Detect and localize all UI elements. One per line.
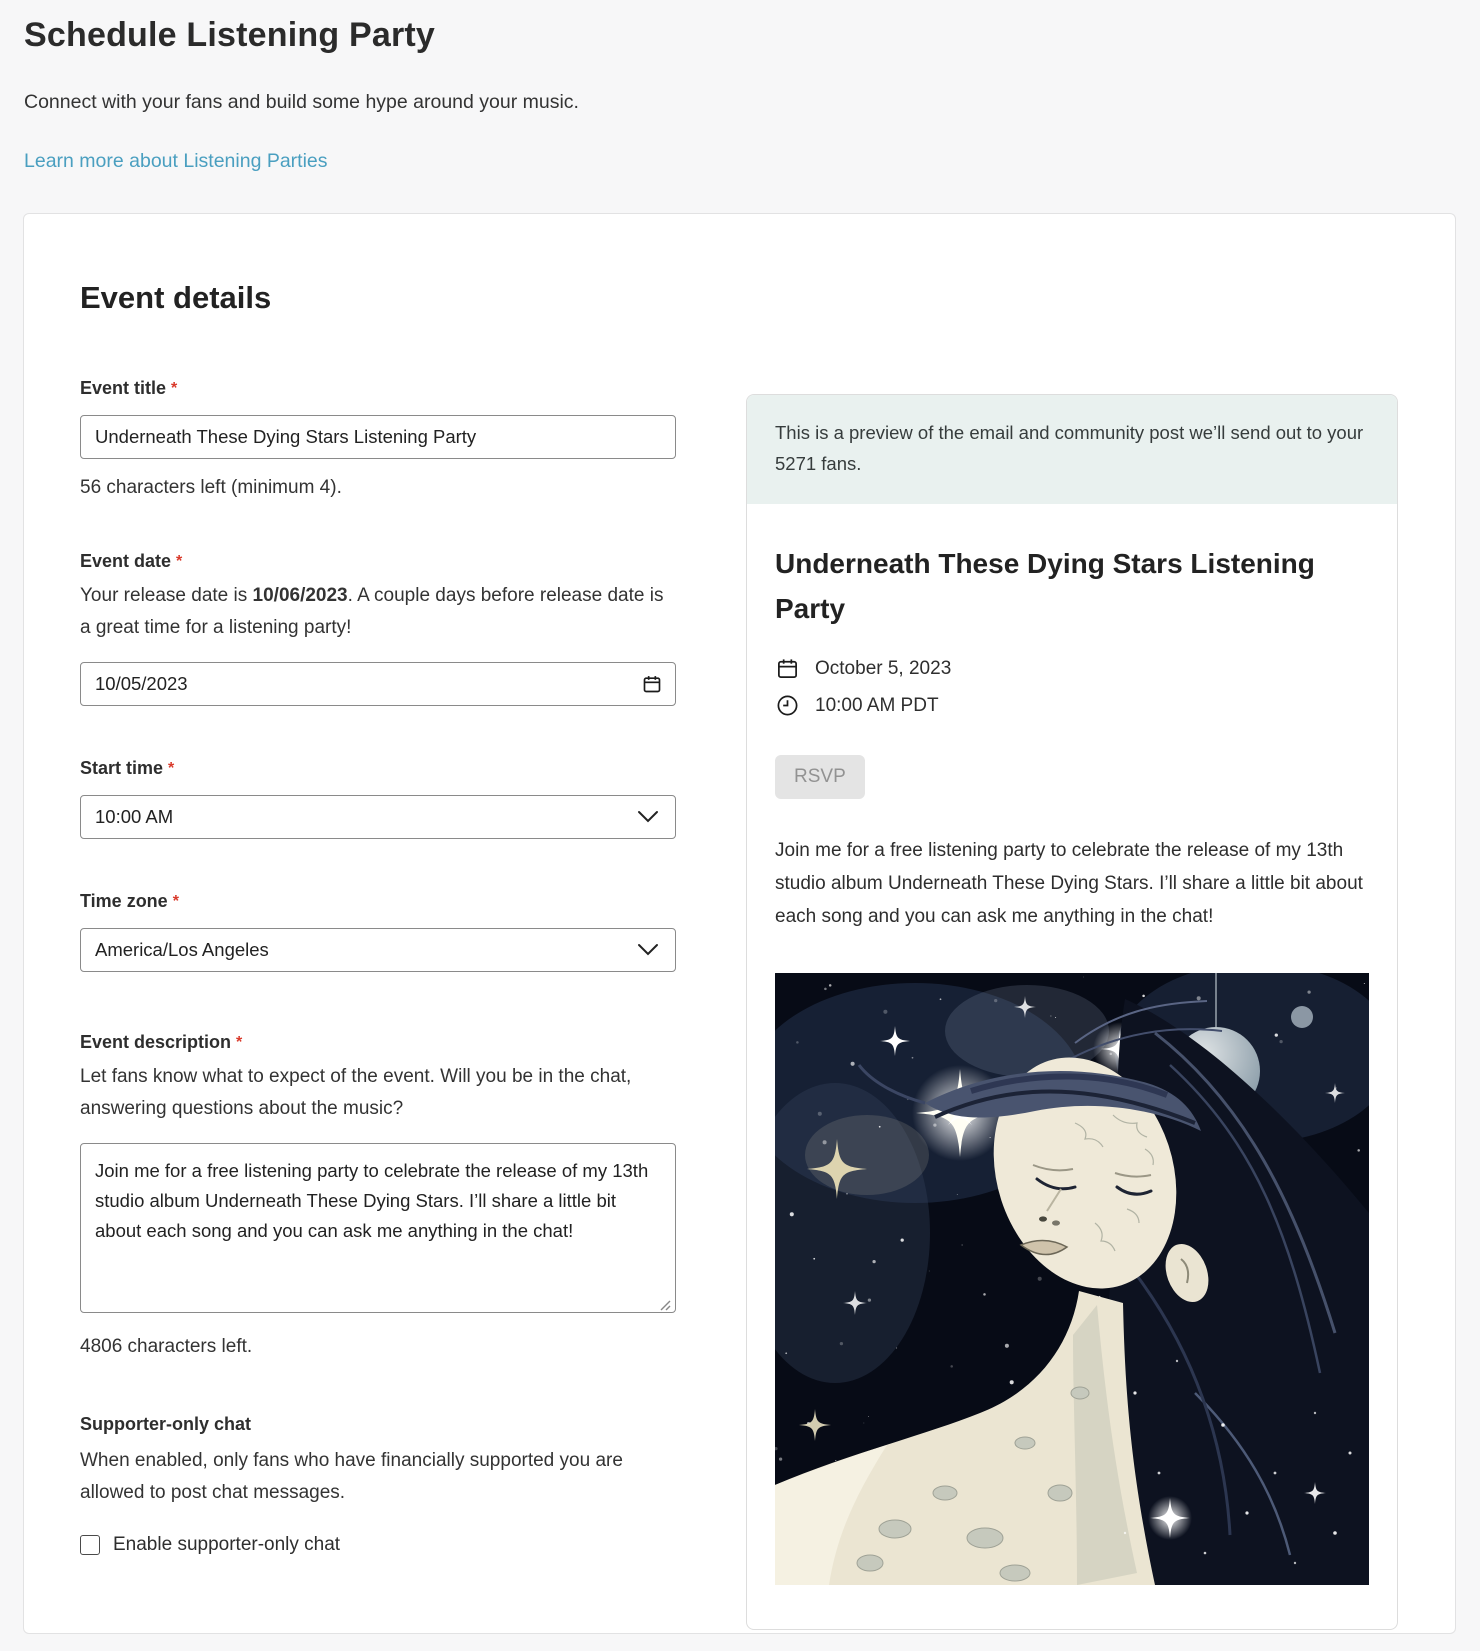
album-art [775,973,1369,1585]
event-date-hint: Your release date is 10/06/2023. A couple days before release date is a great time for a listening party! [80,585,664,638]
start-time-value: 10:00 AM [95,805,174,827]
page-title: Schedule Listening Party [24,16,436,54]
date-picker-icon[interactable] [642,674,662,694]
preview-date-row [775,657,1369,680]
preview-time: 10:00 AM PDT [815,694,939,716]
event-description-hint: Let fans know what to expect of the event. Will you be in the chat, answering questions about the music? [80,1065,632,1119]
page-subtitle: Connect with your fans and build some hype around your music. [24,91,579,113]
event-title-group [80,378,676,499]
preview-body [747,504,1397,1630]
page-header [0,0,1480,173]
preview-description: Join me for a free listening party to celebrate the release of my 13th studio album Underneath These Dying Stars. I’ll share a little bit about each song and you can ask me anything in the chat! [775,840,1363,927]
supporter-chat-checkbox-label: Enable supporter-only chat [113,1534,341,1556]
chevron-down-icon [637,943,659,957]
supporter-chat-label: Supporter-only chat [80,1413,252,1434]
supporter-chat-checkbox-row[interactable] [80,1534,676,1556]
time-zone-select[interactable] [80,928,676,972]
learn-more-link[interactable]: Learn more about Listening Parties [24,150,328,172]
event-details-heading: Event details [80,280,272,315]
rsvp-button[interactable]: RSVP [775,755,865,799]
preview-column [746,394,1398,1630]
event-title-input[interactable] [80,415,676,459]
supporter-chat-group [80,1414,676,1557]
required-asterisk: * [176,553,183,570]
supporter-chat-checkbox[interactable] [80,1535,100,1555]
time-zone-value: America/Los Angeles [95,938,269,960]
event-description-helper: 4806 characters left. [80,1335,253,1357]
clock-icon [775,694,799,717]
preview-panel [746,394,1398,1630]
event-card [23,213,1456,1634]
required-asterisk: * [236,1033,243,1051]
preview-date: October 5, 2023 [815,657,952,679]
supporter-chat-hint: When enabled, only fans who have financially supported you are allowed to post chat messages. [80,1449,623,1503]
preview-banner: This is a preview of the email and community post we’ll send out to your 5271 fans. [747,395,1397,504]
required-asterisk: * [168,759,175,777]
event-title-helper: 56 characters left (minimum 4). [80,477,342,498]
time-zone-group [80,891,676,972]
preview-time-row [775,694,1369,717]
event-date-input[interactable] [80,662,676,706]
calendar-icon [775,657,799,680]
event-description-textarea[interactable] [80,1143,676,1313]
required-asterisk: * [171,380,178,397]
preview-title: Underneath These Dying Stars Listening Party [775,547,1315,624]
event-date-label: Event date * [80,551,183,571]
event-description-label: Event description * [80,1031,243,1052]
time-zone-label: Time zone * [80,890,179,911]
required-asterisk: * [172,892,179,910]
start-time-group [80,758,676,839]
event-title-label: Event title * [80,378,178,398]
chevron-down-icon [637,810,659,824]
event-description-group [80,1032,676,1358]
start-time-select[interactable] [80,795,676,839]
event-form [80,372,676,1608]
start-time-label: Start time * [80,757,175,778]
event-date-group [80,551,676,706]
